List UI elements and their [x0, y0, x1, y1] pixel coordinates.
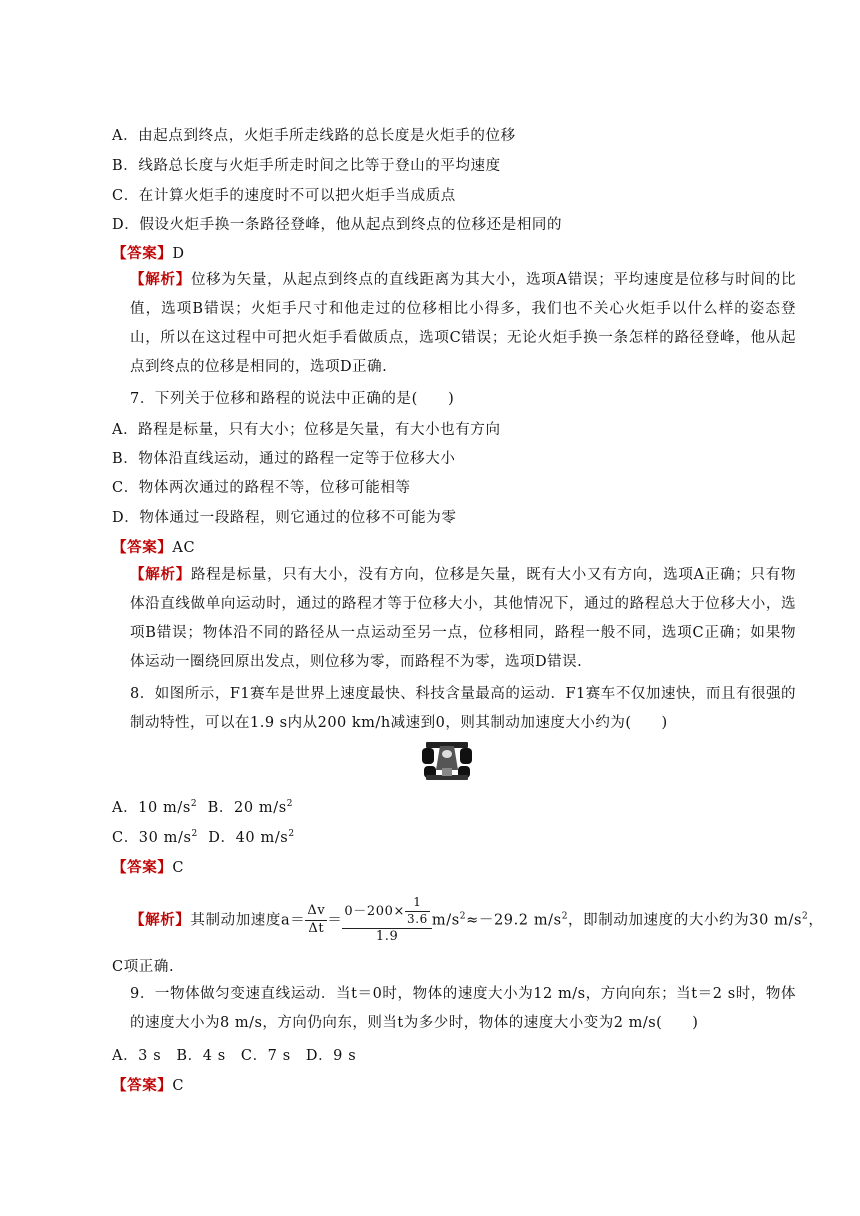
q9-answer	[112, 1074, 184, 1095]
q7-option-c: C．物体两次通过的路程不等，位移可能相等	[112, 480, 411, 496]
analysis-tag: 【解析】	[130, 566, 191, 583]
q7-analysis	[112, 560, 796, 677]
q9-stem: 9．一物体做匀变速直线运动．当t＝0时，物体的速度大小为12 m/s，方向向东；当t＝2 s时，物体的速度大小为8 m/s，方向仍向东，则当t为多少时，物体的速度大小变为2 m/s( )	[130, 986, 796, 1031]
fraction-denominator: 1.9	[375, 928, 399, 944]
q8-options-row1	[112, 796, 293, 817]
value-fraction	[342, 896, 431, 945]
conversion-fraction	[405, 896, 430, 927]
delta-fraction	[305, 904, 327, 937]
answer-value: C	[172, 860, 185, 876]
q8-option-d: D．40 m/s	[208, 830, 289, 846]
q8-option-b: B．20 m/s	[207, 800, 287, 816]
answer-value: D	[172, 246, 185, 262]
q7-option-d: D．物体通过一段路程，则它通过的位移不可能为零	[112, 510, 457, 526]
answer-value: AC	[172, 540, 196, 556]
numerator-text: 0－200×	[344, 903, 405, 919]
analysis-text: 其制动加速度a＝	[190, 912, 306, 929]
fraction-numerator: Δv	[305, 904, 327, 921]
analysis-text: 位移为矢量，从起点到终点的直线距离为其大小，选项A错误；平均速度是位移与时间的比值，选项B错误；火炬手尺寸和他走过的位移相比小得多，我们也不关心火炬手以什么样的姿态登山，所以在这过程中可把火炬手看做质点，选项C错误；无论火炬手换一条怎样的路径登峰，他从起点到终点的位移是相同的，选项D正确.	[130, 272, 797, 375]
q7-answer	[112, 536, 195, 557]
exponent: 2	[459, 911, 467, 922]
equals-sign: ＝	[327, 912, 343, 929]
q7-stem: 7．下列关于位移和路程的说法中正确的是( )	[130, 391, 455, 407]
fraction-denominator: 3.6	[406, 911, 428, 926]
answer-value: C	[172, 1078, 185, 1094]
fraction-numerator: 1	[405, 896, 430, 912]
q7-option-b: B．物体沿直线运动，通过的路程一定等于位移大小	[112, 451, 456, 467]
fraction-denominator: Δt	[308, 920, 325, 936]
exponent: 2	[801, 911, 809, 922]
comma: ，	[808, 912, 824, 929]
exponent: 2	[561, 911, 569, 922]
answer-tag: 【答案】	[112, 245, 173, 262]
q6-answer	[112, 242, 185, 263]
analysis-tag: 【解析】	[130, 271, 191, 288]
q8-option-c: C．30 m/s	[112, 830, 192, 846]
f1-race-car-icon	[420, 740, 474, 782]
q9-options: A．3 s B．4 s C．7 s D．9 s	[112, 1048, 357, 1064]
approx-text: ≈－29.2 m/s	[466, 912, 562, 929]
q7-option-a: A．路程是标量，只有大小；位移是矢量，有大小也有方向	[112, 422, 501, 438]
exponent: 2	[190, 799, 198, 810]
exponent: 2	[288, 829, 295, 840]
q8-stem: 8．如图所示，F1赛车是世界上速度最快、科技含量最高的运动．F1赛车不仅加速快，而且有很强的制动特性，可以在1.9 s内从200 km/h减速到0，则其制动加速度大小约为( )	[130, 686, 796, 731]
q6-option-b: B．线路总长度与火炬手所走时间之比等于登山的平均速度	[112, 158, 501, 174]
q8-analysis-formula-line	[112, 896, 823, 945]
exponent: 2	[191, 829, 198, 840]
q8-answer	[112, 856, 184, 877]
unit-text: m/s	[431, 912, 460, 929]
analysis-text: 路程是标量，只有大小，没有方向，位移是矢量，既有大小又有方向，选项A正确；只有物体沿直线做单向运动时，通过的路程才等于位移大小，其他情况下，通过的路程总大于位移大小，选项B错误；物体沿不同的路径从一点运动至另一点，位移相同，路程一般不同，选项C正确；如果物体运动一圈绕回原出发点，则位移为零，而路程不为零，选项D错误.	[130, 567, 797, 670]
q8-options-row2	[112, 826, 295, 847]
q6-analysis	[112, 265, 796, 382]
q6-option-c: C．在计算火炬手的速度时不可以把火炬手当成质点	[112, 188, 456, 204]
answer-tag: 【答案】	[112, 539, 173, 556]
q6-option-a: A．由起点到终点，火炬手所走线路的总长度是火炬手的位移	[112, 128, 516, 144]
q8-option-a: A．10 m/s	[112, 800, 191, 816]
fraction-numerator	[342, 896, 431, 929]
q6-option-d: D．假设火炬手换一条路径登峰，他从起点到终点的位移还是相同的	[112, 217, 563, 233]
q8-analysis-tail: C项正确.	[112, 959, 175, 975]
exponent: 2	[286, 799, 294, 810]
answer-tag: 【答案】	[112, 1077, 173, 1094]
analysis-tag: 【解析】	[130, 911, 191, 929]
analysis-text: ，即制动加速度的大小约为30 m/s	[568, 912, 802, 929]
answer-tag: 【答案】	[112, 859, 173, 876]
